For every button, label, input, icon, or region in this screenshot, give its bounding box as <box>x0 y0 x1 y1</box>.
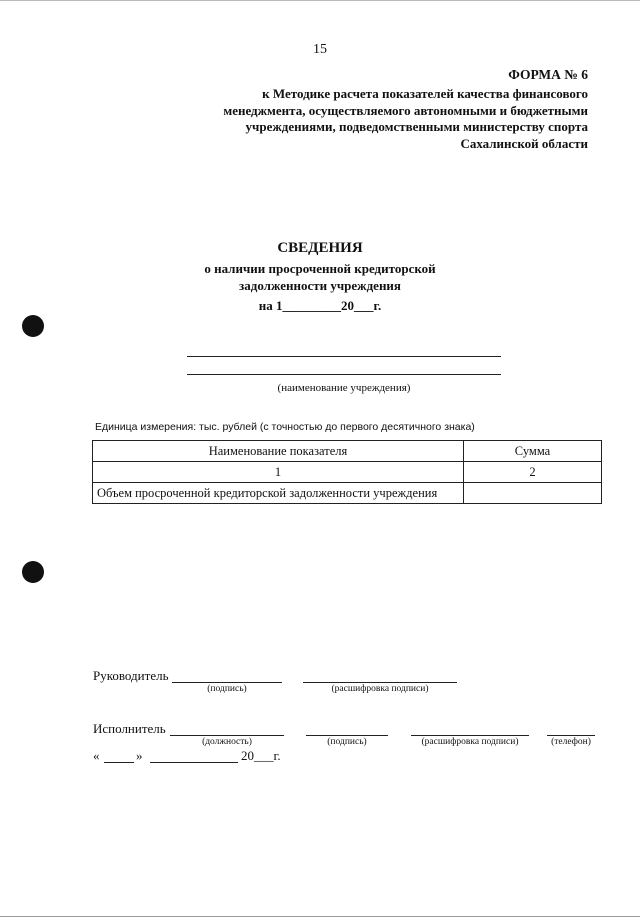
subtitle-line: о наличии просроченной кредиторской <box>204 261 436 276</box>
head-label: Руководитель <box>93 668 169 683</box>
table-cell <box>464 483 602 504</box>
signature-line <box>170 735 284 736</box>
table-header-row <box>93 441 602 462</box>
table-cell: Объем просроченной кредиторской задолженности учреждения <box>93 483 464 504</box>
signature-line <box>303 682 457 683</box>
document-title: СВЕДЕНИЯ <box>277 240 363 256</box>
signature-line <box>547 735 595 736</box>
table-number-row <box>93 462 602 483</box>
header-line: Сахалинской области <box>460 135 588 151</box>
signature-caption: (расшифровка подписи) <box>331 684 429 694</box>
institution-caption: (наименование учреждения) <box>277 382 411 394</box>
institution-name-line <box>187 374 501 375</box>
signature-caption: (подпись) <box>327 737 367 747</box>
indicator-table <box>92 440 602 504</box>
table-number-cell: 2 <box>464 462 602 483</box>
document-subtitle <box>0 261 640 294</box>
date-year: 20___г. <box>241 748 281 763</box>
signature-caption: (подпись) <box>207 684 247 694</box>
executor-label: Исполнитель <box>93 721 166 736</box>
table-row <box>93 483 602 504</box>
header-line: к Методике расчета показателей качества финансового <box>262 86 588 101</box>
punch-hole <box>22 315 44 337</box>
institution-name-line <box>187 356 501 357</box>
date-open-quote: « <box>93 748 100 763</box>
punch-hole <box>22 561 44 583</box>
table-header-cell: Сумма <box>464 441 602 462</box>
signature-caption: (должность) <box>202 737 252 747</box>
header-line: учреждениями, подведомственными министерству спорта <box>245 119 588 134</box>
report-date-line: на 1_________20___г. <box>258 298 382 313</box>
month-line <box>150 762 238 763</box>
page-number: 15 <box>313 42 327 57</box>
subtitle-line: задолженности учреждения <box>239 277 401 293</box>
scan-bottom-edge <box>0 916 640 917</box>
header-line: менеджмента, осуществляемого автономными и бюджетными <box>223 102 588 118</box>
form-label: ФОРМА № 6 <box>508 67 588 82</box>
table-header-cell: Наименование показателя <box>93 441 464 462</box>
signature-line <box>306 735 388 736</box>
date-close-quote: » <box>136 748 143 763</box>
scan-top-edge <box>0 0 640 1</box>
signature-line <box>411 735 529 736</box>
signature-caption: (расшифровка подписи) <box>421 737 519 747</box>
day-line <box>104 762 134 763</box>
document-header <box>168 86 588 152</box>
signature-line <box>172 682 282 683</box>
signature-caption: (телефон) <box>551 737 591 747</box>
units-note: Единица измерения: тыс. рублей (с точностью до первого десятичного знака) <box>95 421 475 433</box>
table-number-cell: 1 <box>93 462 464 483</box>
